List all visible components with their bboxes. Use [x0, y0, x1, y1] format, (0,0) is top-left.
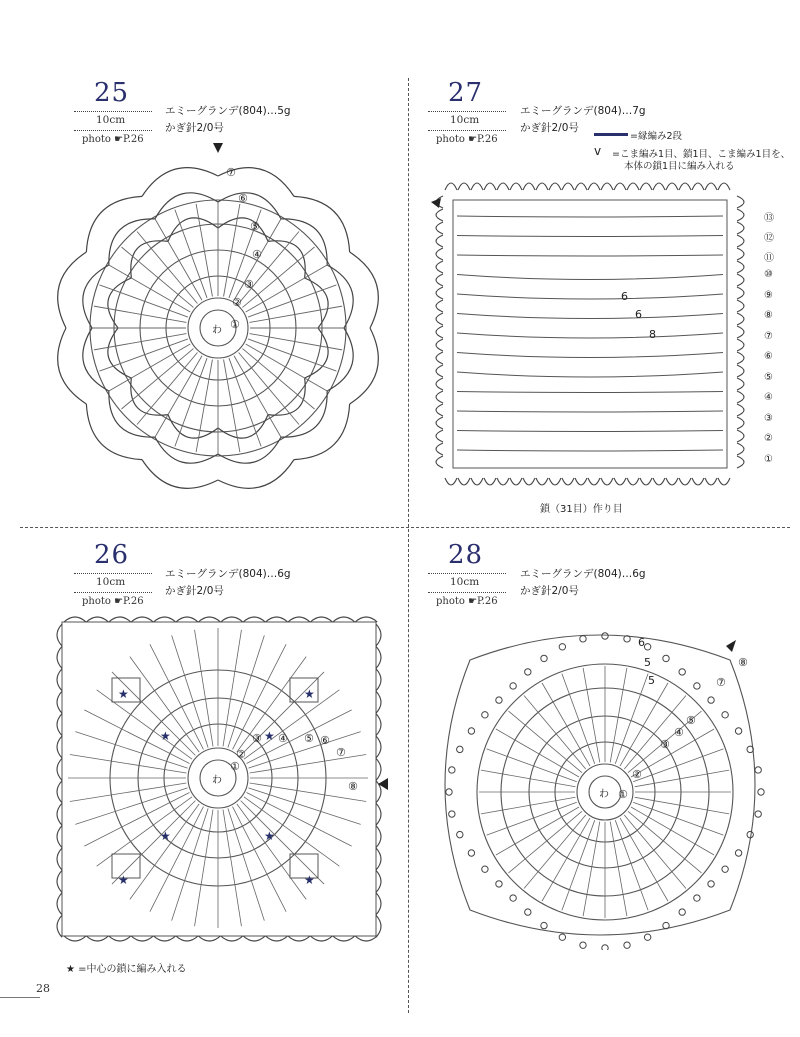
svg-text:⑥: ⑥	[238, 192, 248, 205]
stitch-symbol-icon: ⅴ	[594, 144, 602, 158]
pattern-28-chart	[430, 620, 770, 950]
gauge-label: 10cm	[96, 576, 126, 588]
gauge-line	[428, 573, 506, 574]
gauge-label: 10cm	[450, 576, 480, 588]
svg-text:5: 5	[648, 674, 655, 687]
star-note	[66, 960, 187, 975]
photo-reference: photo ☛P.26	[82, 596, 144, 607]
pattern-26-chart	[52, 612, 392, 952]
svg-text:★: ★	[304, 687, 315, 701]
svg-text:②: ②	[632, 768, 642, 781]
row-label: ⑦	[764, 331, 773, 342]
row-label: ①	[764, 454, 773, 465]
vertical-divider	[408, 78, 409, 1013]
svg-text:④: ④	[252, 248, 262, 261]
edge-legend: =縁編み2段	[630, 131, 683, 142]
pattern-number: 25	[94, 78, 130, 108]
gauge-line	[74, 573, 152, 574]
gauge-line	[74, 592, 152, 593]
photo-reference: photo ☛P.26	[82, 134, 144, 145]
svg-text:わ: わ	[599, 789, 609, 800]
hook-info: かぎ針2/0号	[165, 122, 224, 134]
svg-text:⑧: ⑧	[738, 656, 748, 669]
gauge-line	[428, 111, 506, 112]
edge-legend-bar-icon	[594, 133, 628, 136]
row-label: ⑧	[764, 310, 773, 321]
svg-text:⑤: ⑤	[304, 732, 314, 745]
pattern-number: 27	[448, 78, 484, 108]
svg-text:⑦: ⑦	[336, 746, 346, 759]
svg-text:②: ②	[236, 748, 246, 761]
pattern-number: 28	[448, 540, 484, 570]
symbol-legend-line2: 本体の鎖1目に編み入れる	[624, 161, 735, 172]
chain-note: 鎖（31目）作り目	[540, 504, 623, 515]
hook-info: かぎ針2/0号	[520, 585, 579, 597]
svg-text:6: 6	[635, 308, 642, 321]
svg-text:★: ★	[118, 687, 129, 701]
start-marker-icon	[213, 143, 223, 153]
svg-text:わ: わ	[212, 325, 222, 336]
star-note-text: ★ =中心の鎖に編み入れる	[66, 964, 187, 975]
gauge-line	[428, 592, 506, 593]
svg-text:★: ★	[264, 729, 275, 743]
row-label: ③	[764, 413, 773, 424]
svg-text:5: 5	[644, 656, 651, 669]
svg-text:★: ★	[160, 729, 171, 743]
svg-text:6: 6	[638, 636, 645, 649]
gauge-line	[74, 111, 152, 112]
start-marker-icon	[726, 640, 736, 652]
horizontal-divider	[20, 527, 790, 528]
svg-text:6: 6	[621, 290, 628, 303]
gauge-line	[428, 130, 506, 131]
photo-reference: photo ☛P.26	[436, 134, 498, 145]
svg-text:★: ★	[118, 873, 129, 887]
page-number: 28	[36, 982, 50, 995]
svg-text:⑤: ⑤	[686, 714, 696, 727]
photo-reference: photo ☛P.26	[436, 596, 498, 607]
svg-text:⑧: ⑧	[348, 780, 358, 793]
yarn-info: エミーグランデ(804)…6g	[165, 568, 291, 580]
svg-text:★: ★	[160, 829, 171, 843]
gauge-line	[74, 130, 152, 131]
svg-text:①: ①	[230, 318, 240, 331]
pattern-27-chart	[425, 168, 755, 513]
hook-info: かぎ針2/0号	[520, 122, 579, 134]
svg-text:④: ④	[674, 726, 684, 739]
row-label: ④	[764, 392, 773, 403]
svg-text:⑦: ⑦	[226, 166, 236, 179]
svg-text:①: ①	[230, 760, 240, 773]
svg-text:⑥: ⑥	[320, 734, 330, 747]
start-marker-icon	[378, 778, 388, 790]
svg-text:①: ①	[618, 788, 628, 801]
page-number-rule	[0, 997, 40, 998]
svg-text:③: ③	[244, 278, 254, 291]
svg-text:★: ★	[264, 829, 275, 843]
row-label: ⑪	[764, 253, 774, 264]
gauge-label: 10cm	[450, 114, 480, 126]
yarn-info: エミーグランデ(804)…5g	[165, 105, 291, 117]
svg-text:8: 8	[649, 328, 656, 341]
row-label: ⑤	[764, 372, 773, 383]
row-label: ⑥	[764, 351, 773, 362]
row-label: ②	[764, 433, 773, 444]
svg-text:②: ②	[232, 296, 242, 309]
pattern-25-chart	[40, 138, 400, 518]
svg-text:③: ③	[252, 732, 262, 745]
svg-text:④: ④	[278, 732, 288, 745]
svg-text:わ: わ	[212, 775, 222, 786]
gauge-label: 10cm	[96, 114, 126, 126]
row-label: ⑩	[764, 269, 773, 280]
pattern-number: 26	[94, 540, 130, 570]
yarn-info: エミーグランデ(804)…6g	[520, 568, 646, 580]
row-label: ⑬	[764, 213, 774, 224]
svg-text:③: ③	[660, 738, 670, 751]
hook-info: かぎ針2/0号	[165, 585, 224, 597]
yarn-info: エミーグランデ(804)…7g	[520, 105, 646, 117]
svg-text:⑦: ⑦	[716, 676, 726, 689]
svg-text:★: ★	[304, 873, 315, 887]
row-label: ⑫	[764, 233, 774, 244]
svg-text:⑤: ⑤	[250, 220, 260, 233]
row-label: ⑨	[764, 290, 773, 301]
symbol-legend-line1: =こま編み1目、鎖1目、こま編み1目を、	[612, 149, 791, 160]
